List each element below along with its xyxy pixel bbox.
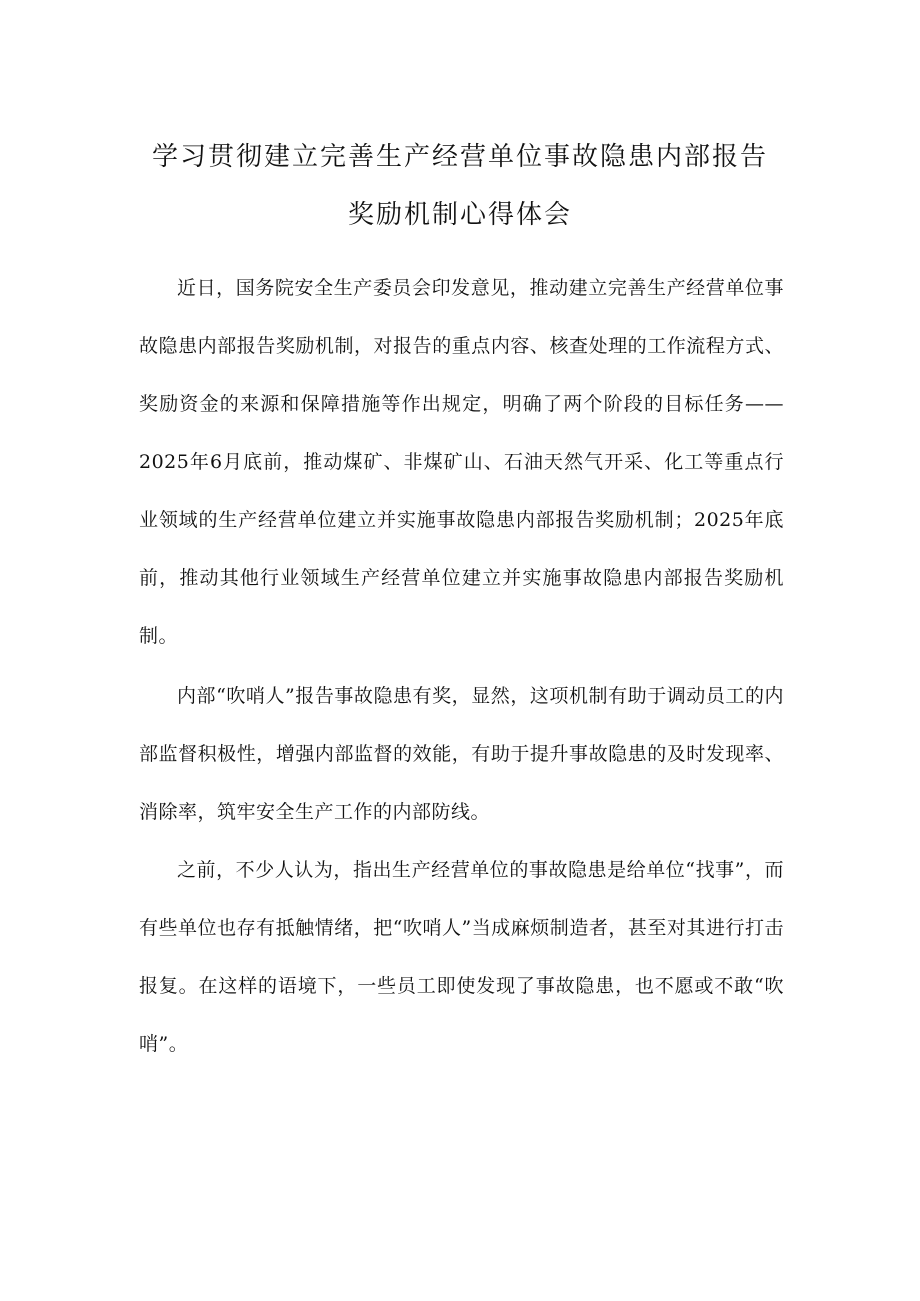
paragraph-2: 内部“吹哨人”报告事故隐患有奖，显然，这项机制有助于调动员工的内部监督积极性，增强内部监督的效能，有助于提升事故隐患的及时发现率、消除率，筑牢安全生产工作的内部防线。 (139, 685, 784, 823)
paragraph-1: 近日，国务院安全生产委员会印发意见，推动建立完善生产经营单位事故隐患内部报告奖励机制，对报告的重点内容、核查处理的工作流程方式、奖励资金的来源和保障措施等作出规定，明确了两个阶段的目标任务——2025年6月底前，推动煤矿、非煤矿山、石油天然气开采、化工等重点行业领域的生产经营单位建立并实施事故隐患内部报告奖励机制；2025年底前，推动其他行业领域生产经营单位建立并实施事故隐患内部报告奖励机制。 (139, 277, 784, 647)
title-line-2: 奖励机制心得体会 (347, 200, 572, 230)
paragraph-3: 之前，不少人认为，指出生产经营单位的事故隐患是给单位“找事”，而有些单位也存有抵触情绪，把“吹哨人”当成麻烦制造者，甚至对其进行打击报复。在这样的语境下，一些员工即使发现了事故隐患，也不愿或不敢“吹哨”。 (139, 859, 784, 1055)
title-line-1: 学习贯彻建立完善生产经营单位事故隐患内部报告 (151, 142, 768, 172)
document-title (100, 128, 820, 244)
